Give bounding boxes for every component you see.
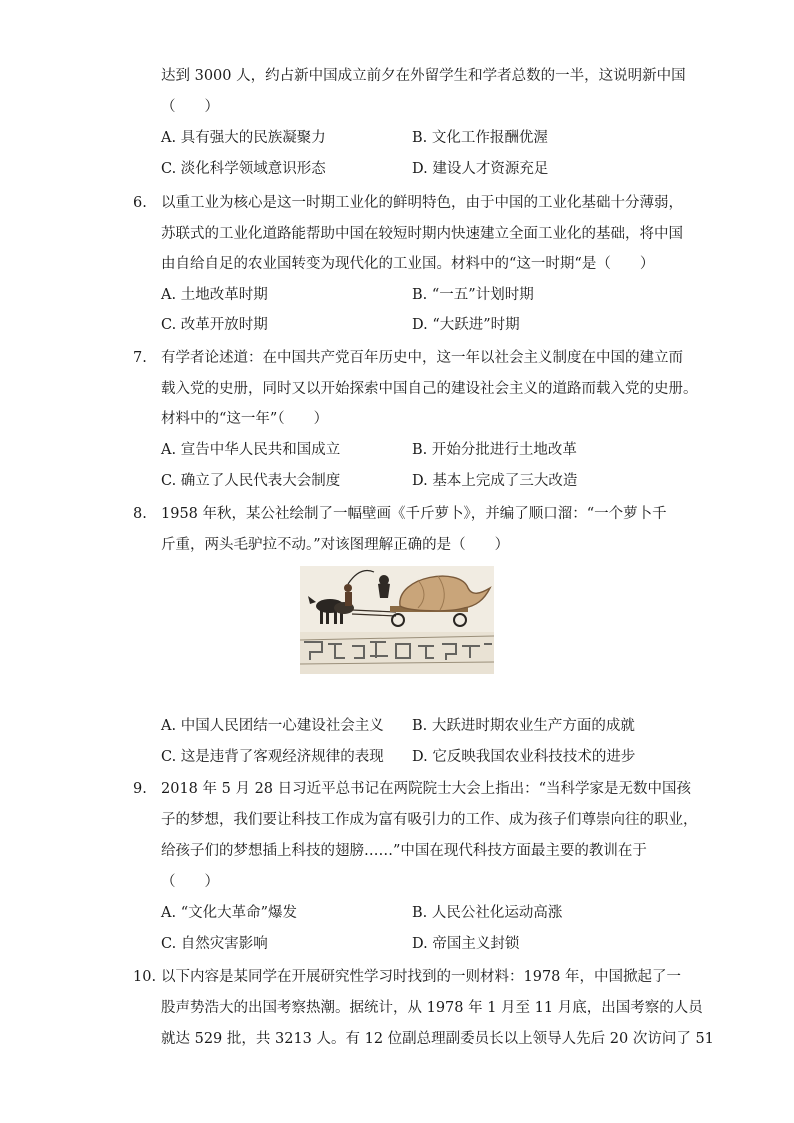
q8-option-d: D. 它反映我国农业科技技术的进步 bbox=[412, 749, 636, 765]
q5-stem-line-1: 达到 3000 人，约占新中国成立前夕在外留学生和学者总数的一半，这说明新中国 bbox=[161, 68, 686, 84]
q8-stem-line-1: 1958 年秋，某公社绘制了一幅壁画《千斤萝卜》，并编了顺口溜：“一个萝卜千 bbox=[161, 506, 667, 522]
mural-illustration bbox=[300, 566, 494, 674]
q8-option-c: C. 这是违背了客观经济规律的表现 bbox=[161, 749, 384, 765]
q7-option-a: A. 宣告中华人民共和国成立 bbox=[161, 442, 341, 458]
q10-stem-line-2: 股声势浩大的出国考察热潮。据统计，从 1978 年 1 月至 11 月底，出国考察的人员 bbox=[161, 1000, 703, 1016]
q7-option-b: B. 开始分批进行土地改革 bbox=[412, 442, 577, 458]
q7-stem-line-1: 有学者论述道：在中国共产党百年历史中，这一年以社会主义制度在中国的建立而 bbox=[161, 350, 683, 366]
q6-option-a: A. 土地改革时期 bbox=[161, 287, 268, 303]
q9-stem-line-1: 2018 年 5 月 28 日习近平总书记在两院院士大会上指出：“当科学家是无数中国孩 bbox=[161, 781, 692, 797]
q6-option-d: D. “大跃进”时期 bbox=[412, 317, 520, 333]
q10-stem-line-3: 就达 529 批，共 3213 人。有 12 位副总理副委员长以上领导人先后 20 次访问了 51 bbox=[161, 1031, 714, 1047]
q9-option-c: C. 自然灾害影响 bbox=[161, 936, 268, 952]
q7-stem-line-2: 载入党的史册，同时又以开始探索中国自己的建设社会主义的道路而载入党的史册。 bbox=[161, 381, 698, 397]
q8-option-b: B. 大跃进时期农业生产方面的成就 bbox=[412, 718, 635, 734]
q8-number: 8. bbox=[133, 506, 147, 522]
q8-stem-line-2: 斤重，两头毛驴拉不动。”对该图理解正确的是（ ） bbox=[161, 537, 510, 553]
q6-option-b: B. “一五”计划时期 bbox=[412, 287, 534, 303]
q9-option-b: B. 人民公社化运动高涨 bbox=[412, 905, 563, 921]
q6-number: 6. bbox=[133, 195, 147, 211]
q10-number: 10. bbox=[133, 969, 157, 985]
q7-number: 7. bbox=[133, 350, 147, 366]
q9-number: 9. bbox=[133, 781, 147, 797]
q5-option-a: A. 具有强大的民族凝聚力 bbox=[161, 130, 326, 146]
q9-option-d: D. 帝国主义封锁 bbox=[412, 936, 520, 952]
q9-option-a: A. “文化大革命”爆发 bbox=[161, 905, 298, 921]
q5-option-b: B. 文化工作报酬优渥 bbox=[412, 130, 548, 146]
q9-stem-line-3: 给孩子们的梦想插上科技的翅膀……”中国在现代科技方面最主要的教训在于 bbox=[161, 843, 647, 859]
q6-stem-line-3: 由自给自足的农业国转变为现代化的工业国。材料中的“这一时期“是（ ） bbox=[161, 256, 655, 272]
q9-stem-line-2: 子的梦想，我们要让科技工作成为富有吸引力的工作、成为孩子们尊崇向往的职业， bbox=[161, 812, 698, 828]
q7-option-c: C. 确立了人民代表大会制度 bbox=[161, 473, 341, 489]
q9-stem-line-4: （ ） bbox=[161, 874, 219, 890]
q5-option-d: D. 建设人才资源充足 bbox=[412, 161, 549, 177]
q5-stem-line-2: （ ） bbox=[161, 99, 219, 115]
q8-option-a: A. 中国人民团结一心建设社会主义 bbox=[161, 718, 384, 734]
q7-option-d: D. 基本上完成了三大改造 bbox=[412, 473, 578, 489]
q10-stem-line-1: 以下内容是某同学在开展研究性学习时找到的一则材料：1978 年，中国掀起了一 bbox=[161, 969, 682, 985]
q5-option-c: C. 淡化科学领域意识形态 bbox=[161, 161, 326, 177]
q6-stem-line-2: 苏联式的工业化道路能帮助中国在较短时期内快速建立全面工业化的基础，将中国 bbox=[161, 226, 683, 242]
mural-radish-cart-image bbox=[300, 566, 494, 674]
q6-stem-line-1: 以重工业为核心是这一时期工业化的鲜明特色，由于中国的工业化基础十分薄弱， bbox=[161, 195, 683, 211]
q6-option-c: C. 改革开放时期 bbox=[161, 317, 268, 333]
q7-stem-line-3: 材料中的“这一年”（ ） bbox=[161, 411, 329, 427]
